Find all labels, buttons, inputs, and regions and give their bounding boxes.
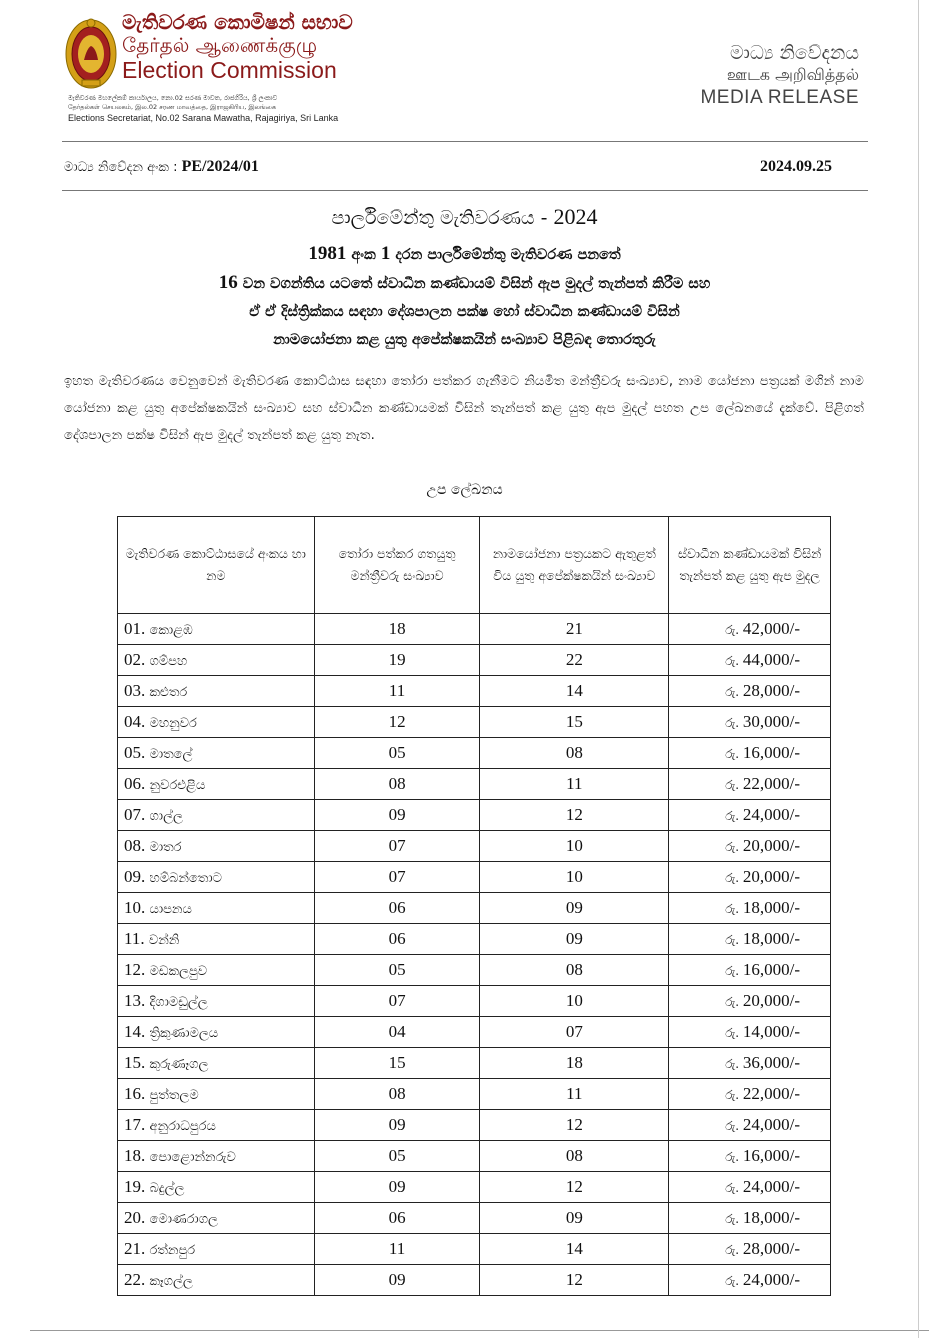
deposit-cell (669, 986, 831, 1017)
subtitle (0, 240, 929, 354)
district-number: 16. (124, 1084, 146, 1103)
release-date: 2024.09.25 (760, 158, 832, 175)
currency-label: රු. (725, 809, 743, 823)
district-cell (118, 924, 315, 955)
deposit-cell (669, 955, 831, 986)
members-cell: 15 (314, 1048, 480, 1079)
district-name: මාතර (149, 840, 182, 855)
district-name: ගාල්ල (149, 809, 183, 824)
currency-label: රු. (725, 902, 743, 916)
district-name: පුත්තලම (149, 1088, 199, 1103)
org-name-sinhala: මැතිවරණ කොමිෂන් සභාව (122, 10, 353, 34)
district-name: ත්‍රිකුණාමලය (149, 1026, 219, 1041)
currency-label: රු. (725, 654, 743, 668)
org-name-english: Election Commission (122, 57, 337, 83)
members-cell: 09 (314, 1110, 480, 1141)
district-cell (118, 893, 315, 924)
table-row (118, 1203, 831, 1234)
subtitle-line-2-rest: වන වගන්තිය යටතේ ස්වාධීන කණ්ඩායම් විසින් ඇප මුදල් තැන්පත් කිරීම සහ (237, 276, 711, 292)
currency-label: රු. (725, 685, 743, 699)
deposit-amount: 44,000/- (742, 650, 800, 669)
deposit-amount: 18,000/- (742, 898, 800, 917)
district-number: 18. (124, 1146, 146, 1165)
letterhead (0, 0, 929, 140)
district-number: 19. (124, 1177, 146, 1196)
table-row (118, 955, 831, 986)
deposit-cell (669, 1141, 831, 1172)
members-cell: 07 (314, 831, 480, 862)
district-name: මාතලේ (149, 747, 193, 762)
table-body (118, 614, 831, 1296)
district-number: 20. (124, 1208, 146, 1227)
deposit-amount: 28,000/- (742, 1239, 800, 1258)
candidates-cell: 21 (480, 614, 669, 645)
members-cell: 12 (314, 707, 480, 738)
reference-divider (62, 190, 868, 191)
page-bottom-edge (30, 1330, 929, 1331)
deposit-amount: 24,000/- (742, 1115, 800, 1134)
page-right-edge (918, 0, 919, 1338)
district-cell (118, 831, 315, 862)
reference-number: PE/2024/01 (181, 158, 259, 175)
table-row (118, 800, 831, 831)
table-row (118, 676, 831, 707)
members-cell: 04 (314, 1017, 480, 1048)
members-cell: 09 (314, 1265, 480, 1296)
district-cell (118, 645, 315, 676)
currency-label: රු. (725, 1274, 743, 1288)
district-name: කොළඹ (149, 623, 193, 638)
district-cell (118, 1017, 315, 1048)
currency-label: රු. (725, 1212, 743, 1226)
candidates-cell: 10 (480, 831, 669, 862)
district-name: ගම්පහ (149, 654, 188, 669)
members-cell: 19 (314, 645, 480, 676)
district-name: කළුතර (149, 685, 188, 700)
header-deposit: ස්වාධීන කණ්ඩායමක් විසින් තැන්පත් කළ යුතු ඇප මුදල (669, 517, 831, 614)
district-number: 01. (124, 619, 146, 638)
district-cell (118, 614, 315, 645)
members-cell: 07 (314, 986, 480, 1017)
district-name: අනුරාධපුරය (149, 1119, 216, 1134)
deposit-amount: 24,000/- (742, 805, 800, 824)
candidates-cell: 08 (480, 1141, 669, 1172)
deposit-cell (669, 1079, 831, 1110)
deposit-amount: 14,000/- (742, 1022, 800, 1041)
district-number: 10. (124, 898, 146, 917)
district-cell (118, 769, 315, 800)
deposit-cell (669, 738, 831, 769)
district-name: නුවරඑළිය (149, 778, 206, 793)
deposit-cell (669, 924, 831, 955)
currency-label: රු. (725, 747, 743, 761)
table-row (118, 1079, 831, 1110)
header-candidates: නාමයෝජනා පත්‍රයකට ඇතුළත් විය යුතු අපේක්ෂකයින් සංඛ්‍යාව (480, 517, 669, 614)
table-row (118, 831, 831, 862)
deposit-cell (669, 1048, 831, 1079)
district-cell (118, 1203, 315, 1234)
district-name: රත්නපුර (149, 1243, 196, 1258)
district-name: වන්නි (148, 933, 180, 948)
subtitle-line-3: ඒ ඒ දිස්ත්‍රික්කය සඳහා දේශපාලන පක්ෂ හෝ ස්වාධීන කණ්ඩායම් විසින් (249, 304, 680, 320)
table-row (118, 1110, 831, 1141)
deposit-amount: 20,000/- (742, 991, 800, 1010)
title-text: පාර්ලිමේන්තු මැතිවරණය - (331, 207, 554, 229)
currency-label: රු. (725, 1243, 743, 1257)
members-cell: 11 (314, 676, 480, 707)
district-number: 05. (124, 743, 146, 762)
body-paragraph: ඉහත මැතිවරණය වෙනුවෙන් මැතිවරණ කොට්ඨාස සඳහා තෝරා පත්කර ගැනීමට නියමිත මන්ත්‍රීවරු සංඛ්‍යාව, නාම යෝජනා පත්‍රයක් මගින් නාම යෝජනා කළ යුතු අපේක්ෂකයින් සංඛ්‍යාව සහ ස්වාධීන කණ්ඩායමක් විසින් තැන්පත් කළ යුතු ඇප මුදල් පහත උප ලේඛනයේ දැක්වේ. පිළිගත් දේශපාලන පක්ෂ විසින් ඇප මුදල් තැන්පත් කළ යුතු නැත. (64, 374, 864, 443)
table-row (118, 986, 831, 1017)
candidates-cell: 18 (480, 1048, 669, 1079)
deposit-amount: 42,000/- (742, 619, 800, 638)
deposit-amount: 24,000/- (742, 1270, 800, 1289)
currency-label: රු. (725, 964, 743, 978)
deposit-cell (669, 645, 831, 676)
currency-label: රු. (725, 1150, 743, 1164)
members-cell: 08 (314, 1079, 480, 1110)
district-name: කෑගල්ල (149, 1274, 193, 1289)
candidates-cell: 08 (480, 738, 669, 769)
district-name: මහනුවර (149, 716, 197, 731)
release-english: MEDIA RELEASE (700, 87, 859, 108)
table-row (118, 1234, 831, 1265)
deposit-cell (669, 614, 831, 645)
currency-label: රු. (725, 623, 743, 637)
district-cell (118, 676, 315, 707)
deposit-amount: 18,000/- (742, 1208, 800, 1227)
currency-label: රු. (725, 1181, 743, 1195)
address-tamil: தேர்தல்கள் செயலகம், இல.02 சரண மாவத்தை, இராஜகிரிய, இலங்கை (68, 103, 277, 111)
district-name: මඩකලපුව (149, 964, 208, 979)
deposit-cell (669, 1265, 831, 1296)
district-name: යාපනය (149, 902, 192, 917)
district-number: 17. (124, 1115, 146, 1134)
candidates-cell: 22 (480, 645, 669, 676)
org-name-tamil: தேர்தல் ஆணைக்குழு (122, 33, 318, 57)
deposit-amount: 16,000/- (742, 743, 800, 762)
media-release-label (700, 42, 859, 110)
district-number: 04. (124, 712, 146, 731)
district-number: 13. (124, 991, 146, 1010)
header-members: තෝරා පත්කර ගතයුතු මන්ත්‍රීවරු සංඛ්‍යාව (314, 517, 480, 614)
district-name: බදුල්ල (149, 1181, 185, 1196)
table-row (118, 738, 831, 769)
district-name: පොළොන්නරුව (149, 1150, 236, 1165)
district-number: 08. (124, 836, 146, 855)
currency-label: රු. (725, 871, 743, 885)
page-title (0, 204, 929, 230)
sri-lanka-national-emblem-icon (64, 14, 118, 92)
district-cell (118, 1079, 315, 1110)
members-cell: 07 (314, 862, 480, 893)
district-number: 06. (124, 774, 146, 793)
currency-label: රු. (725, 1088, 743, 1102)
district-cell (118, 1265, 315, 1296)
members-cell: 09 (314, 800, 480, 831)
annex-title: උප ලේඛනය (426, 482, 503, 498)
address-block (68, 94, 338, 124)
members-cell: 06 (314, 893, 480, 924)
members-cell: 05 (314, 955, 480, 986)
district-cell (118, 1234, 315, 1265)
deposit-amount: 22,000/- (742, 1084, 800, 1103)
candidates-cell: 15 (480, 707, 669, 738)
district-cell (118, 707, 315, 738)
deposit-cell (669, 1203, 831, 1234)
deposit-cell (669, 676, 831, 707)
candidates-cell: 14 (480, 676, 669, 707)
candidates-cell: 11 (480, 1079, 669, 1110)
act-year: 1981 (308, 243, 347, 264)
currency-label: රු. (725, 840, 743, 854)
district-cell (118, 1048, 315, 1079)
deposit-amount: 16,000/- (742, 1146, 800, 1165)
district-number: 02. (124, 650, 146, 669)
district-number: 21. (124, 1239, 146, 1258)
candidates-cell: 11 (480, 769, 669, 800)
deposit-amount: 36,000/- (742, 1053, 800, 1072)
district-number: 22. (124, 1270, 146, 1289)
deposit-cell (669, 862, 831, 893)
subtitle-line-1 (0, 240, 929, 269)
deposit-amount: 28,000/- (742, 681, 800, 700)
district-cell (118, 955, 315, 986)
currency-label: රු. (725, 995, 743, 1009)
candidates-cell: 10 (480, 986, 669, 1017)
deposit-amount: 22,000/- (742, 774, 800, 793)
deposit-cell (669, 893, 831, 924)
subtitle-line-4: නාමයෝජනා කළ යුතු අපේක්ෂකයින් සංඛ්‍යාව පිළිබඳ තොරතුරු (273, 332, 656, 348)
members-cell: 06 (314, 924, 480, 955)
table-row (118, 645, 831, 676)
act-number: 1 (380, 243, 391, 264)
district-cell (118, 1141, 315, 1172)
deposit-amount: 24,000/- (742, 1177, 800, 1196)
title-year: 2024 (553, 204, 598, 229)
deposit-amount: 20,000/- (742, 867, 800, 886)
subtitle-line-2 (0, 269, 929, 298)
members-cell: 18 (314, 614, 480, 645)
table-row (118, 893, 831, 924)
subtitle-line-1-rest: දරන පාර්ලිමේන්තු මැතිවරණ පනතේ (390, 247, 621, 263)
deposit-cell (669, 831, 831, 862)
members-cell: 08 (314, 769, 480, 800)
deposit-amount: 16,000/- (742, 960, 800, 979)
deposit-cell (669, 800, 831, 831)
deposit-cell (669, 1110, 831, 1141)
candidates-cell: 12 (480, 1110, 669, 1141)
members-cell: 05 (314, 738, 480, 769)
district-number: 14. (124, 1022, 146, 1041)
table-row (118, 1017, 831, 1048)
candidates-cell: 10 (480, 862, 669, 893)
table-row (118, 1172, 831, 1203)
table-row (118, 769, 831, 800)
table-row (118, 707, 831, 738)
members-cell: 11 (314, 1234, 480, 1265)
header-district: මැතිවරණ කොට්ඨාසයේ අංකය හා නම (118, 517, 315, 614)
candidates-cell: 12 (480, 800, 669, 831)
district-cell (118, 800, 315, 831)
district-cell (118, 986, 315, 1017)
candidates-cell: 12 (480, 1265, 669, 1296)
table-row (118, 1141, 831, 1172)
currency-label: රු. (725, 716, 743, 730)
deposit-amount: 30,000/- (742, 712, 800, 731)
release-tamil: ஊடக அறிவித்தல் (726, 65, 859, 84)
members-cell: 09 (314, 1172, 480, 1203)
members-cell: 05 (314, 1141, 480, 1172)
district-cell (118, 1110, 315, 1141)
district-name: දිගාමඩුල්ල (149, 995, 208, 1010)
table-row (118, 614, 831, 645)
release-sinhala: මාධ්‍ය නිවේදනය (729, 42, 859, 64)
address-english: Elections Secretariat, No.02 Sarana Mawatha, Rajagiriya, Sri Lanka (68, 113, 339, 123)
candidates-cell: 09 (480, 924, 669, 955)
district-name: කුරුණෑගල (149, 1057, 209, 1072)
address-sinhala: මැතිවරණ මහලේකම් කාර්යාලය, නො.02 සරණ මාවත, රාජගිරිය, ශ්‍රී ලංකාව (68, 94, 278, 102)
currency-label: රු. (725, 1026, 743, 1040)
currency-label: රු. (725, 1119, 743, 1133)
candidates-cell: 09 (480, 1203, 669, 1234)
deposit-cell (669, 1172, 831, 1203)
candidates-cell: 08 (480, 955, 669, 986)
district-number: 15. (124, 1053, 146, 1072)
candidates-cell: 14 (480, 1234, 669, 1265)
candidates-cell: 07 (480, 1017, 669, 1048)
section-number: 16 (218, 272, 238, 293)
reference-label: මාධ්‍ය නිවේදන අංක : (64, 160, 182, 175)
district-number: 03. (124, 681, 146, 700)
district-name: හම්බන්තොට (149, 871, 222, 886)
table-row (118, 1048, 831, 1079)
deposit-cell (669, 1234, 831, 1265)
currency-label: රු. (725, 933, 743, 947)
deposit-amount: 18,000/- (742, 929, 800, 948)
district-number: 12. (124, 960, 146, 979)
deposit-cell (669, 769, 831, 800)
candidates-cell: 12 (480, 1172, 669, 1203)
table-row (118, 862, 831, 893)
table-row (118, 924, 831, 955)
header-divider (62, 141, 868, 142)
table-row (118, 1265, 831, 1296)
deposit-amount: 20,000/- (742, 836, 800, 855)
reference-line (64, 158, 832, 180)
table-header-row (118, 517, 831, 614)
district-cell (118, 738, 315, 769)
currency-label: රු. (725, 778, 743, 792)
district-number: 09. (124, 867, 146, 886)
district-table (117, 516, 831, 1296)
district-name: මොණරාගල (149, 1212, 218, 1227)
district-cell (118, 862, 315, 893)
candidates-cell: 09 (480, 893, 669, 924)
district-number: 11. (124, 929, 145, 948)
subtitle-line-1-mid: අංක (346, 247, 381, 263)
members-cell: 06 (314, 1203, 480, 1234)
currency-label: රු. (725, 1057, 743, 1071)
deposit-cell (669, 707, 831, 738)
district-cell (118, 1172, 315, 1203)
deposit-cell (669, 1017, 831, 1048)
district-number: 07. (124, 805, 146, 824)
